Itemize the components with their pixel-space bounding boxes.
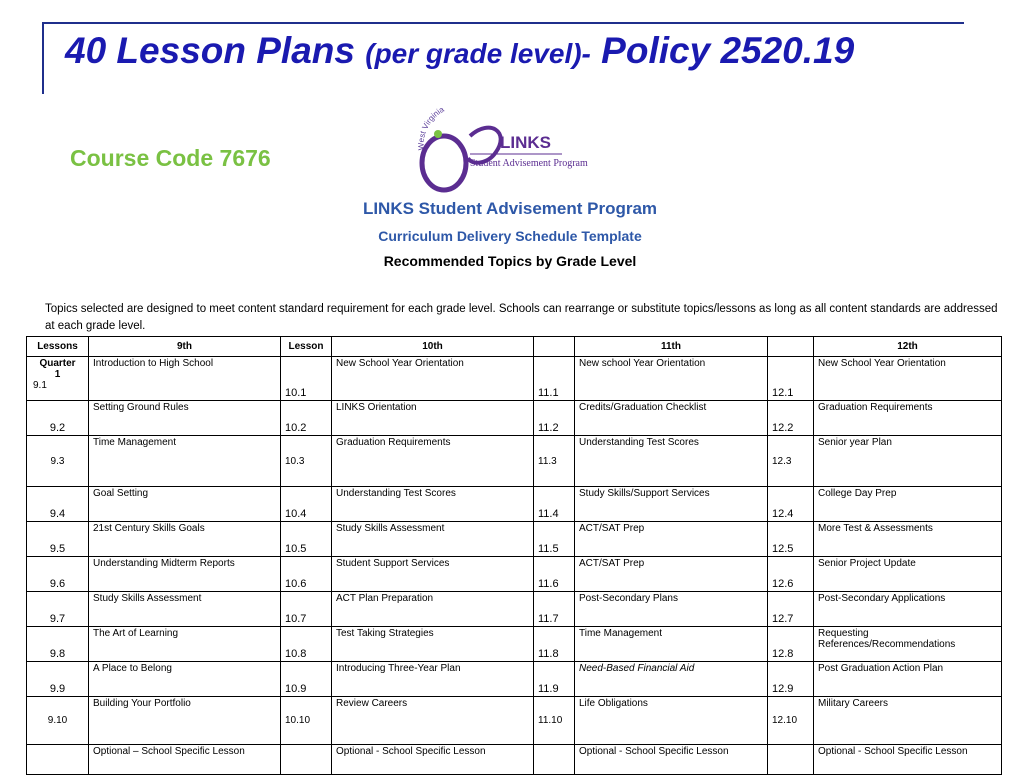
topic-10: Optional - School Specific Lesson xyxy=(332,745,534,775)
topic-9: Building Your Portfolio xyxy=(89,697,281,745)
topic-12: Senior year Plan xyxy=(814,436,1002,487)
lesson-number-10: 10.10 xyxy=(281,697,332,745)
topic-9: Goal Setting xyxy=(89,487,281,522)
topic-12: Optional - School Specific Lesson xyxy=(814,745,1002,775)
lesson-number-12: 12.3 xyxy=(768,436,814,487)
table-row xyxy=(27,745,1002,775)
lesson-number-9: 9.2 xyxy=(27,401,89,436)
lesson-number-12: 12.4 xyxy=(768,487,814,522)
topic-10: Understanding Test Scores xyxy=(332,487,534,522)
topic-11: Time Management xyxy=(575,627,768,662)
header-9th: 9th xyxy=(89,337,281,357)
lesson-number-11: 11.7 xyxy=(534,592,575,627)
topic-9: A Place to Belong xyxy=(89,662,281,697)
lesson-number-12: 12.1 xyxy=(768,357,814,401)
lesson-number-9: 9.9 xyxy=(27,662,89,697)
topic-10: New School Year Orientation xyxy=(332,357,534,401)
topic-9: 21st Century Skills Goals xyxy=(89,522,281,557)
logo-tagline: Student Advisement Program xyxy=(470,158,588,169)
topic-11: New school Year Orientation xyxy=(575,357,768,401)
topic-11: Need-Based Financial Aid xyxy=(575,662,768,697)
title-main: 40 Lesson Plans xyxy=(65,30,355,71)
header-10th: 10th xyxy=(332,337,534,357)
title-sub: (per grade level)- xyxy=(365,38,591,69)
topic-9: Introduction to High School xyxy=(89,357,281,401)
table-row xyxy=(27,627,1002,662)
lesson-number-10: 10.2 xyxy=(281,401,332,436)
topic-10: Student Support Services xyxy=(332,557,534,592)
header-11th: 11th xyxy=(575,337,768,357)
topic-12: Military Careers xyxy=(814,697,1002,745)
topic-9: Optional – School Specific Lesson xyxy=(89,745,281,775)
topic-12: Senior Project Update xyxy=(814,557,1002,592)
lesson-number-11: 11.4 xyxy=(534,487,575,522)
lesson-number-9: 9.5 xyxy=(27,522,89,557)
quarter-label: Quarter xyxy=(39,358,76,369)
lesson-number-11: 11.10 xyxy=(534,697,575,745)
topic-11: Understanding Test Scores xyxy=(575,436,768,487)
topic-9: The Art of Learning xyxy=(89,627,281,662)
topic-9: Understanding Midterm Reports xyxy=(89,557,281,592)
lesson-number-12: 12.8 xyxy=(768,627,814,662)
document-subheading: Curriculum Delivery Schedule Template xyxy=(378,228,642,244)
topic-12: More Test & Assessments xyxy=(814,522,1002,557)
lesson-number-10: 10.4 xyxy=(281,487,332,522)
links-logo xyxy=(412,108,642,198)
topic-11: Credits/Graduation Checklist xyxy=(575,401,768,436)
topic-9: Study Skills Assessment xyxy=(89,592,281,627)
header-lesson: Lesson xyxy=(281,337,332,357)
lesson-number-10: 10.5 xyxy=(281,522,332,557)
topic-9: Time Management xyxy=(89,436,281,487)
left-rule xyxy=(42,22,44,94)
lesson-number-12 xyxy=(768,745,814,775)
topic-12: College Day Prep xyxy=(814,487,1002,522)
lesson-number-12: 12.6 xyxy=(768,557,814,592)
table-row xyxy=(27,662,1002,697)
lesson-number-10: 10.9 xyxy=(281,662,332,697)
lesson-number-11 xyxy=(534,745,575,775)
table-row xyxy=(27,557,1002,592)
header-blank-12 xyxy=(768,337,814,357)
lesson-number-10: 10.1 xyxy=(281,357,332,401)
title-policy: Policy 2520.19 xyxy=(601,30,855,71)
topic-10: LINKS Orientation xyxy=(332,401,534,436)
topic-12: New School Year Orientation xyxy=(814,357,1002,401)
lesson-number-9: 9.4 xyxy=(27,487,89,522)
topic-12: Post-Secondary Applications xyxy=(814,592,1002,627)
header-blank-11 xyxy=(534,337,575,357)
topic-11: ACT/SAT Prep xyxy=(575,522,768,557)
topic-10: Review Careers xyxy=(332,697,534,745)
topic-10: Test Taking Strategies xyxy=(332,627,534,662)
lesson-number-12: 12.9 xyxy=(768,662,814,697)
intro-paragraph: Topics selected are designed to meet content standard requirement for each grade level. Schools can rearrange or substitute topics/lessons as long as all content standards are addressed at each grade level. xyxy=(45,303,998,332)
lesson-number: 9.1 xyxy=(33,380,47,391)
document-heading: LINKS Student Advisement Program xyxy=(362,199,658,218)
topic-10: Graduation Requirements xyxy=(332,436,534,487)
lesson-number-9: 9.6 xyxy=(27,557,89,592)
header-lessons: Lessons xyxy=(27,337,89,357)
topic-12: Requesting References/Recommendations xyxy=(814,627,1002,662)
lesson-number-9: 9.8 xyxy=(27,627,89,662)
table-header-row xyxy=(27,337,1002,357)
lesson-number-12: 12.7 xyxy=(768,592,814,627)
topic-11: Study Skills/Support Services xyxy=(575,487,768,522)
table-row xyxy=(27,401,1002,436)
logo-arc-text: West Virginia xyxy=(416,108,446,151)
topic-11: Life Obligations xyxy=(575,697,768,745)
topic-10: Introducing Three-Year Plan xyxy=(332,662,534,697)
logo-green-dot xyxy=(434,130,442,138)
lesson-number-10 xyxy=(281,745,332,775)
lesson-number-11: 11.3 xyxy=(534,436,575,487)
table-row xyxy=(27,697,1002,745)
schedule-table xyxy=(26,336,1002,775)
header-12th: 12th xyxy=(814,337,1002,357)
table-row xyxy=(27,522,1002,557)
lesson-number-10: 10.7 xyxy=(281,592,332,627)
top-rule xyxy=(42,22,964,24)
lesson-number-12: 12.10 xyxy=(768,697,814,745)
table-row xyxy=(27,487,1002,522)
logo-swirl-shape xyxy=(422,136,466,190)
topic-11: ACT/SAT Prep xyxy=(575,557,768,592)
lesson-number-9: 9.10 xyxy=(27,697,89,745)
lesson-number-10: 10.3 xyxy=(281,436,332,487)
topic-11: Optional - School Specific Lesson xyxy=(575,745,768,775)
document-topics-heading: Recommended Topics by Grade Level xyxy=(383,253,637,269)
slide-title xyxy=(65,30,854,72)
table-row xyxy=(27,436,1002,487)
topic-12: Graduation Requirements xyxy=(814,401,1002,436)
topic-12: Post Graduation Action Plan xyxy=(814,662,1002,697)
lesson-number-11: 11.6 xyxy=(534,557,575,592)
lesson-number-11: 11.1 xyxy=(534,357,575,401)
topic-9: Setting Ground Rules xyxy=(89,401,281,436)
lesson-number-10: 10.8 xyxy=(281,627,332,662)
lesson-number-9: 9.3 xyxy=(27,436,89,487)
lesson-number-9: 9.7 xyxy=(27,592,89,627)
lesson-number-12: 12.5 xyxy=(768,522,814,557)
lesson-number-11: 11.5 xyxy=(534,522,575,557)
quarter-number: 1 xyxy=(54,369,61,380)
lesson-number-12: 12.2 xyxy=(768,401,814,436)
lesson-number-11: 11.9 xyxy=(534,662,575,697)
lesson-number-11: 11.8 xyxy=(534,627,575,662)
lesson-number-9 xyxy=(27,357,89,401)
table-row xyxy=(27,357,1002,401)
topic-10: Study Skills Assessment xyxy=(332,522,534,557)
table-row xyxy=(27,592,1002,627)
topic-10: ACT Plan Preparation xyxy=(332,592,534,627)
logo-brand: LINKS xyxy=(500,133,551,152)
lesson-number-11: 11.2 xyxy=(534,401,575,436)
lesson-number-9 xyxy=(27,745,89,775)
lesson-number-10: 10.6 xyxy=(281,557,332,592)
topic-11: Post-Secondary Plans xyxy=(575,592,768,627)
course-code: Course Code 7676 xyxy=(70,145,271,171)
